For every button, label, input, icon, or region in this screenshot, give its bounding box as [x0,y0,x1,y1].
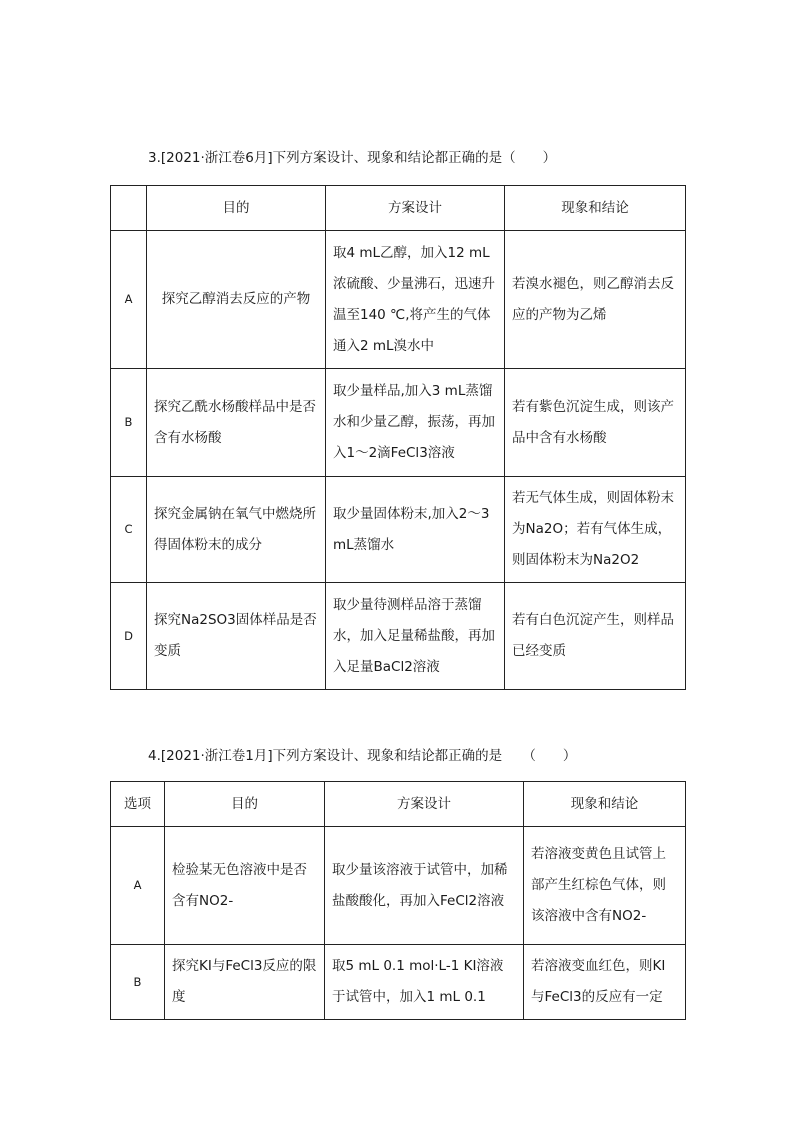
header-option: 选项 [111,782,165,827]
option-label: A [111,231,147,369]
table-row [111,827,686,945]
purpose-cell: 探究Na2SO3固体样品是否变质 [147,583,326,690]
design-cell: 取4 mL乙醇，加入12 mL浓硫酸、少量沸石，迅速升温至140 ℃,将产生的气体通入2 mL溴水中 [326,231,505,369]
header-purpose: 目的 [147,186,326,231]
design-cell: 取少量待测样品溶于蒸馏水，加入足量稀盐酸，再加入足量BaCl2溶液 [326,583,505,690]
purpose-cell: 检验某无色溶液中是否含有NO2- [165,827,325,945]
purpose-cell: 探究KI与FeCl3反应的限度 [165,945,325,1020]
option-label: C [111,477,147,583]
header-result: 现象和结论 [505,186,686,231]
question-3-title: 3.[2021·浙江卷6月]下列方案设计、现象和结论都正确的是（ ） [148,150,557,166]
design-cell: 取少量样品,加入3 mL蒸馏水和少量乙醇，振荡，再加入1～2滴FeCl3溶液 [326,369,505,477]
option-label: B [111,945,165,1020]
result-cell: 若溶液变血红色，则KI与FeCl3的反应有一定 [524,945,686,1020]
header-purpose: 目的 [165,782,325,827]
design-cell: 取少量固体粉末,加入2～3 mL蒸馏水 [326,477,505,583]
table-row [111,583,686,690]
result-cell: 若溴水褪色，则乙醇消去反应的产物为乙烯 [505,231,686,369]
table-row [111,945,686,1020]
purpose-cell: 探究乙酰水杨酸样品中是否含有水杨酸 [147,369,326,477]
result-cell: 若溶液变黄色且试管上部产生红棕色气体，则该溶液中含有NO2- [524,827,686,945]
header-option [111,186,147,231]
design-cell: 取5 mL 0.1 mol·L-1 KI溶液于试管中，加入1 mL 0.1 [325,945,524,1020]
question-4-table [110,781,686,1020]
table-row [111,231,686,369]
header-design: 方案设计 [325,782,524,827]
option-label: D [111,583,147,690]
table-row [111,369,686,477]
question-4-title: 4.[2021·浙江卷1月]下列方案设计、现象和结论都正确的是 （ ） [148,748,577,764]
table-header-row [111,186,686,231]
result-cell: 若有白色沉淀产生，则样品已经变质 [505,583,686,690]
purpose-cell: 探究乙醇消去反应的产物 [147,231,326,369]
result-cell: 若有紫色沉淀生成，则该产品中含有水杨酸 [505,369,686,477]
header-result: 现象和结论 [524,782,686,827]
purpose-cell: 探究金属钠在氧气中燃烧所得固体粉末的成分 [147,477,326,583]
question-3-table [110,185,686,690]
table-row [111,477,686,583]
result-cell: 若无气体生成，则固体粉末为Na2O；若有气体生成，则固体粉末为Na2O2 [505,477,686,583]
option-label: B [111,369,147,477]
option-label: A [111,827,165,945]
table-header-row [111,782,686,827]
design-cell: 取少量该溶液于试管中，加稀盐酸酸化，再加入FeCl2溶液 [325,827,524,945]
header-design: 方案设计 [326,186,505,231]
